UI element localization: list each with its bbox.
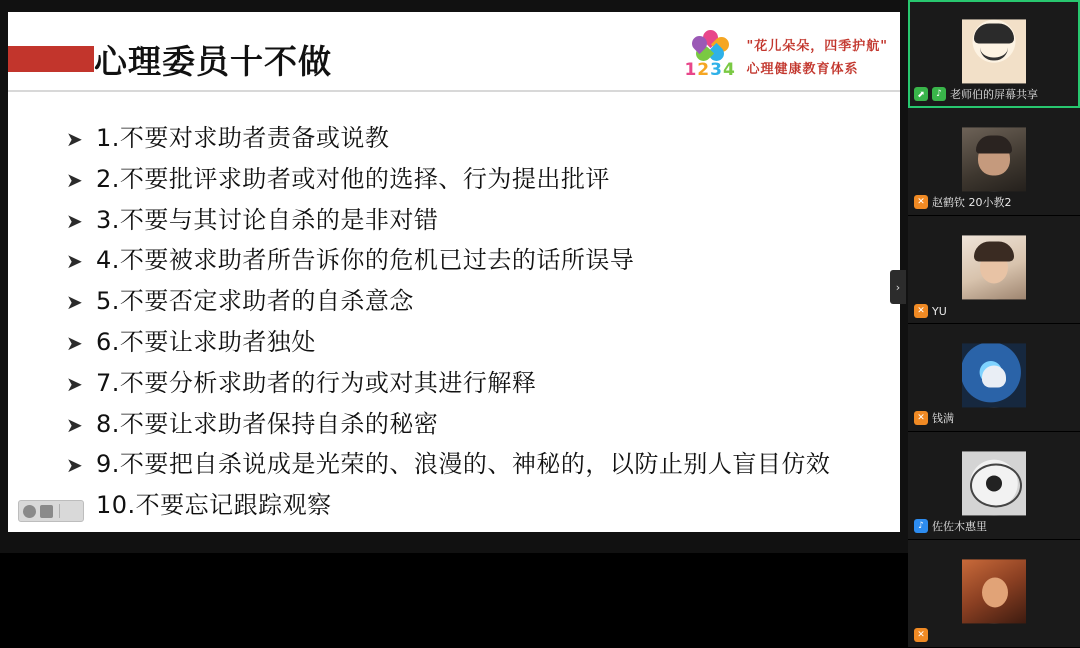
participant-tile[interactable] (908, 540, 1080, 648)
slide-title: 心理委员十不做 (94, 42, 332, 81)
logo-digit-3: 3 (710, 60, 723, 80)
participant-name: 老师伯的屏幕共享 (950, 88, 1038, 101)
bullet-text: 4.不要被求助者所告诉你的危机已过去的话所误导 (96, 246, 635, 275)
bullet-marker-icon: ➤ (66, 371, 83, 396)
slide-bullet-list (66, 124, 880, 532)
slide-bullet (66, 206, 880, 235)
bullet-text: 2.不要批评求助者或对他的选择、行为提出批评 (96, 164, 610, 193)
presentation-slide (8, 12, 900, 532)
participant-tile[interactable] (908, 108, 1080, 216)
bullet-text: 6.不要让求助者独处 (96, 327, 316, 356)
bullet-marker-icon: ➤ (66, 208, 83, 233)
participant-name: 佐佐木惠里 (932, 520, 987, 533)
logo-digit-1: 1 (684, 60, 698, 80)
bullet-marker-icon: ➤ (66, 330, 83, 355)
participant-tile[interactable] (908, 432, 1080, 540)
logo-slogan: "花儿朵朵，四季护航" (746, 39, 888, 54)
participant-name: 钱满 (932, 412, 954, 425)
bullet-marker-icon: ➤ (66, 127, 83, 151)
logo-subtitle: 心理健康教育体系 (746, 62, 859, 77)
slide-bullet (66, 369, 880, 398)
bullet-marker-icon: ➤ (66, 167, 83, 192)
slide-bullet (66, 450, 880, 479)
bullet-text: 8.不要让求助者保持自杀的秘密 (96, 409, 439, 438)
slide-bullet (66, 328, 880, 357)
bullet-text: 1.不要对求助者责备或说教 (96, 124, 390, 152)
screen-share-icon: ⬈ (914, 87, 928, 101)
participant-label (914, 194, 1012, 210)
bullet-text: 3.不要与其讨论自杀的是非对错 (96, 205, 439, 234)
toolbar-divider (59, 504, 60, 518)
avatar-image (962, 235, 1026, 299)
microphone-icon: ✕ (914, 304, 928, 318)
slide-bullet (66, 287, 880, 316)
logo-mark (682, 30, 740, 82)
emoji-icon[interactable] (23, 505, 36, 518)
logo-digit-2: 2 (697, 60, 711, 80)
bullet-marker-icon: ➤ (66, 249, 83, 274)
logo-text (746, 35, 888, 77)
slide-bullet (66, 491, 880, 520)
organization-logo (682, 30, 888, 82)
participant-tile[interactable] (908, 0, 1080, 108)
participant-name: YU (932, 304, 947, 318)
avatar-image (962, 343, 1026, 407)
bullet-text: 5.不要否定求助者的自杀意念 (96, 287, 414, 316)
participant-label (914, 628, 932, 642)
avatar (962, 559, 1026, 623)
flower-icon (692, 30, 730, 60)
participant-label (914, 518, 987, 534)
microphone-icon: ♪ (932, 87, 946, 101)
bullet-text: 10.不要忘记跟踪观察 (96, 491, 332, 520)
avatar-image (962, 559, 1026, 623)
microphone-icon: ✕ (914, 411, 928, 425)
logo-digits (684, 60, 735, 80)
bullet-text: 7.不要分析求助者的行为或对其进行解释 (96, 368, 537, 397)
slide-bullet (66, 410, 880, 439)
participant-name: 赵鹤钦 20小教2 (932, 196, 1012, 209)
participant-label (914, 86, 1038, 102)
microphone-icon: ♪ (914, 519, 928, 533)
bullet-marker-icon: ➤ (66, 290, 83, 315)
bullet-marker-icon: ➤ (66, 453, 83, 478)
avatar-image (962, 19, 1026, 83)
avatar (962, 451, 1026, 515)
filmstrip-collapse-handle[interactable]: › (890, 270, 906, 304)
avatar-image (962, 127, 1026, 191)
participant-label (914, 304, 947, 318)
bullet-text: 9.不要把自杀说成是光荣的、浪漫的、神秘的，以防止别人盲目仿效 (96, 450, 831, 479)
avatar (962, 235, 1026, 299)
bullet-marker-icon: ➤ (66, 412, 83, 437)
participant-label (914, 410, 954, 426)
chat-icon[interactable] (40, 505, 53, 518)
logo-digit-4: 4 (722, 60, 736, 80)
participant-tile[interactable] (908, 216, 1080, 324)
slide-bullet (66, 165, 880, 194)
slide-bullet (66, 246, 880, 275)
avatar (962, 19, 1026, 83)
slide-header (8, 12, 900, 90)
participant-filmstrip[interactable] (908, 0, 1080, 640)
microphone-icon: ✕ (914, 628, 928, 642)
slide-bullet (66, 124, 880, 153)
avatar-image (962, 451, 1026, 515)
avatar (962, 343, 1026, 407)
participant-tile[interactable] (908, 324, 1080, 432)
annotation-mini-toolbar[interactable] (18, 500, 84, 522)
title-accent-bar (8, 46, 94, 72)
title-divider (8, 90, 900, 92)
microphone-icon: ✕ (914, 195, 928, 209)
avatar (962, 127, 1026, 191)
